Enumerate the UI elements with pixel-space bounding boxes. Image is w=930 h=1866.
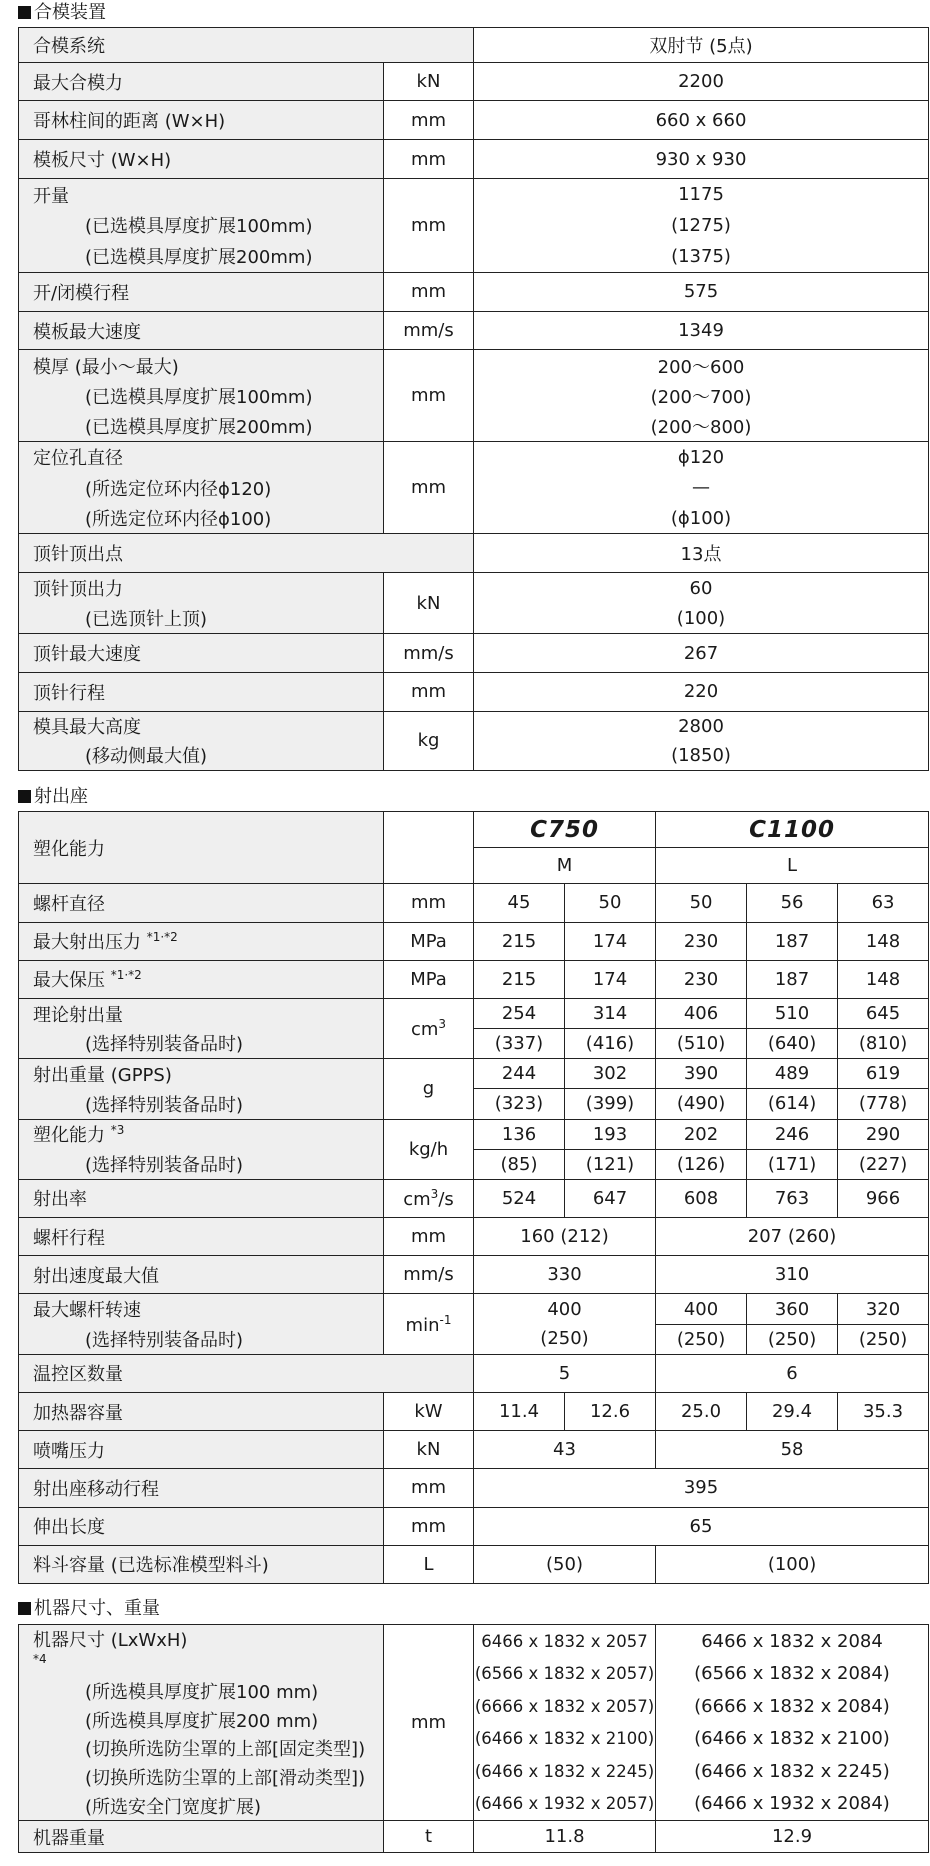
row-label-group: 开量 (已选模具厚度扩展100mm) (已选模具厚度扩展200mm) [19, 179, 384, 273]
cell: (510) [656, 1029, 747, 1059]
table-row [19, 1149, 929, 1179]
row-unit: t [384, 1821, 474, 1853]
row-unit: mm [384, 1507, 474, 1545]
cell: 136 [474, 1119, 565, 1149]
row-label: 合模系统 [19, 28, 474, 63]
cell: 65 [474, 1507, 929, 1545]
row-unit: $cm^3$ [384, 998, 474, 1058]
row-unit: mm [384, 672, 474, 711]
table-row [19, 311, 929, 350]
table-row [19, 350, 929, 442]
cell: 63 [838, 884, 929, 922]
cell: 302 [565, 1059, 656, 1089]
row-value: 220 [474, 672, 929, 711]
table-row [19, 1431, 929, 1469]
row-label: 最大射出压力 $^{*1\cdot*2}$ [19, 922, 384, 960]
cell: 244 [474, 1059, 565, 1089]
row-value: 13点 [474, 534, 929, 573]
row-unit: mm [384, 1218, 474, 1256]
table-row [19, 1256, 929, 1294]
row-unit: $\min^{-1}$ [384, 1294, 474, 1354]
cell: 330 [474, 1256, 656, 1294]
table-row [19, 1089, 929, 1119]
square-bullet-icon [18, 790, 31, 803]
cell: 174 [565, 922, 656, 960]
cell: 193 [565, 1119, 656, 1149]
machine-section-title: 机器尺寸、重量 [18, 1598, 160, 1620]
table-row [19, 711, 929, 770]
row-label: 开/闭模行程 [19, 272, 384, 311]
cell: 56 [747, 884, 838, 922]
injection-section-title: 射出座 [18, 786, 88, 808]
clamp-section-title: 合模装置 [18, 2, 106, 24]
cell: (85) [474, 1149, 565, 1179]
cell: 400 [474, 1294, 656, 1324]
cell: 58 [656, 1431, 929, 1469]
table-row [19, 812, 929, 848]
cell: (810) [838, 1029, 929, 1059]
cell: (250) [656, 1324, 747, 1354]
cell: 45 [474, 884, 565, 922]
cell: 510 [747, 998, 838, 1028]
table-row [19, 1218, 929, 1256]
row-value: 660 x 660 [474, 101, 929, 140]
row-label: 射出速度最大值 [19, 1256, 384, 1294]
table-row [19, 28, 929, 63]
cell: (337) [474, 1029, 565, 1059]
row-label-group: 顶针顶出力 (已选顶针上顶) [19, 572, 384, 633]
cell: 314 [565, 998, 656, 1028]
row-label-group: 定位孔直径 (所选定位环内径ϕ120) (所选定位环内径ϕ100) [19, 442, 384, 534]
cell: 406 [656, 998, 747, 1028]
row-unit: mm/s [384, 634, 474, 673]
row-unit: mm [384, 272, 474, 311]
table-row [19, 1625, 929, 1821]
table-row [19, 1294, 929, 1324]
table-row [19, 1119, 929, 1149]
model-header-c750: C750 [474, 812, 656, 848]
table-row [19, 1354, 929, 1392]
table-row [19, 442, 929, 534]
cell: 647 [565, 1179, 656, 1217]
row-unit: $cm^3/s$ [384, 1179, 474, 1217]
cell: 207 (260) [656, 1218, 929, 1256]
cell: (416) [565, 1029, 656, 1059]
cell: 43 [474, 1431, 656, 1469]
cell: 12.9 [656, 1821, 929, 1853]
row-unit: kW [384, 1392, 474, 1430]
row-label: 料斗容量 (已选标准模型料斗) [19, 1545, 384, 1583]
cell: (227) [838, 1149, 929, 1179]
row-unit: mm [384, 140, 474, 179]
row-label: 伸出长度 [19, 1507, 384, 1545]
table-row [19, 272, 929, 311]
row-unit: mm [384, 1469, 474, 1507]
table-row [19, 960, 929, 998]
row-unit: MPa [384, 922, 474, 960]
row-unit: kN [384, 62, 474, 101]
row-unit: kN [384, 572, 474, 633]
table-row [19, 1059, 929, 1089]
table-row [19, 534, 929, 573]
cell: (490) [656, 1089, 747, 1119]
cell: 230 [656, 922, 747, 960]
cell: 215 [474, 960, 565, 998]
row-value: 1349 [474, 311, 929, 350]
model-header-c1100: C1100 [656, 812, 929, 848]
row-label: 模板尺寸 (W×H) [19, 140, 384, 179]
cell: 246 [747, 1119, 838, 1149]
cell: 395 [474, 1469, 929, 1507]
row-value: 575 [474, 272, 929, 311]
cell: 50 [565, 884, 656, 922]
injection-table [18, 811, 929, 1584]
row-label: 机器重量 [19, 1821, 384, 1853]
row-unit: L [384, 1545, 474, 1583]
cell: (100) [656, 1545, 929, 1583]
row-label: 哥林柱间的距离 (W×H) [19, 101, 384, 140]
table-row [19, 179, 929, 273]
size-header-m: M [474, 848, 656, 884]
cell: 290 [838, 1119, 929, 1149]
cell: (250) [747, 1324, 838, 1354]
cell: 50 [656, 884, 747, 922]
table-row [19, 1029, 929, 1059]
cell: 400 [656, 1294, 747, 1324]
row-sublabel: (选择特别装备品时) [19, 1324, 384, 1354]
row-label: 顶针顶出点 [19, 534, 474, 573]
dim-c750-cells: 6466 x 1832 x 2057 (6566 x 1832 x 2057) (6666 x 1832 x 2057) (6466 x 1832 x 2100) (6466 x 1832 x 2245) (6466 x 1932 x 2057) [474, 1625, 656, 1821]
row-sublabel: (选择特别装备品时) [19, 1029, 384, 1059]
row-label: 射出率 [19, 1179, 384, 1217]
cell: (250) [474, 1324, 656, 1354]
cell: 390 [656, 1059, 747, 1089]
cell: (323) [474, 1089, 565, 1119]
row-unit: mm [384, 1625, 474, 1821]
table-row [19, 1821, 929, 1853]
table-row [19, 1392, 929, 1430]
row-label: 最大螺杆转速 [19, 1294, 384, 1324]
cell: 320 [838, 1294, 929, 1324]
header-unit-blank [384, 812, 474, 884]
row-label: 顶针行程 [19, 672, 384, 711]
row-value: 双肘节 (5点) [474, 28, 929, 63]
row-unit: mm/s [384, 1256, 474, 1294]
dim-c1100-cells: 6466 x 1832 x 2084 (6566 x 1832 x 2084) (6666 x 1832 x 2084) (6466 x 1832 x 2100) (6466 x 1832 x 2245) (6466 x 1932 x 2084) [656, 1625, 929, 1821]
cell: 148 [838, 960, 929, 998]
row-value-group: 2800 (1850) [474, 711, 929, 770]
row-label: 模板最大速度 [19, 311, 384, 350]
square-bullet-icon [18, 1602, 31, 1615]
row-label: 顶针最大速度 [19, 634, 384, 673]
cell: 35.3 [838, 1392, 929, 1430]
cell: 254 [474, 998, 565, 1028]
table-row [19, 1507, 929, 1545]
row-label: 螺杆直径 [19, 884, 384, 922]
cell: 230 [656, 960, 747, 998]
cell: 763 [747, 1179, 838, 1217]
row-value: 2200 [474, 62, 929, 101]
cell: 608 [656, 1179, 747, 1217]
cell: 360 [747, 1294, 838, 1324]
cell: 148 [838, 922, 929, 960]
table-row [19, 62, 929, 101]
row-unit: mm [384, 101, 474, 140]
cell: 310 [656, 1256, 929, 1294]
cell: 524 [474, 1179, 565, 1217]
row-label-group: 机器尺寸 (LxWxH) $^{*4}$ (所选模具厚度扩展100 mm) (所选模具厚度扩展200 mm) (切换所选防尘罩的上部[固定类型]) (切换所选防尘罩的上部[滑动类型]) (所选安全门宽度扩展) [19, 1625, 384, 1821]
size-header-l: L [656, 848, 929, 884]
row-value: 930 x 930 [474, 140, 929, 179]
cell: 645 [838, 998, 929, 1028]
table-row [19, 140, 929, 179]
table-row [19, 1469, 929, 1507]
row-label: 最大合模力 [19, 62, 384, 101]
row-label: 理论射出量 [19, 998, 384, 1028]
table-row [19, 1324, 929, 1354]
cell: 11.4 [474, 1392, 565, 1430]
cell: 187 [747, 922, 838, 960]
cell: 12.6 [565, 1392, 656, 1430]
cell: (126) [656, 1149, 747, 1179]
machine-table [18, 1624, 929, 1853]
table-row [19, 884, 929, 922]
row-value-group: 1175 (1275) (1375) [474, 179, 929, 273]
square-bullet-icon [18, 6, 31, 19]
row-label: 最大保压 $^{*1\cdot*2}$ [19, 960, 384, 998]
row-label: 射出重量 (GPPS) [19, 1059, 384, 1089]
row-unit: mm [384, 179, 474, 273]
row-label: 射出座移动行程 [19, 1469, 384, 1507]
cell: (121) [565, 1149, 656, 1179]
cell: 489 [747, 1059, 838, 1089]
table-row [19, 672, 929, 711]
row-sublabel: (选择特别装备品时) [19, 1089, 384, 1119]
row-value-group: ϕ120 — (ϕ100) [474, 442, 929, 534]
cell: 160 (212) [474, 1218, 656, 1256]
cell: 11.8 [474, 1821, 656, 1853]
row-value: 267 [474, 634, 929, 673]
row-unit: MPa [384, 960, 474, 998]
cell: (614) [747, 1089, 838, 1119]
row-unit: mm/s [384, 311, 474, 350]
cell: 202 [656, 1119, 747, 1149]
cell: (50) [474, 1545, 656, 1583]
header-label: 塑化能力 [19, 812, 384, 884]
cell: (640) [747, 1029, 838, 1059]
cell: 29.4 [747, 1392, 838, 1430]
cell: 966 [838, 1179, 929, 1217]
row-label-group: 模具最大高度 (移动侧最大值) [19, 711, 384, 770]
table-row [19, 634, 929, 673]
row-label: 喷嘴压力 [19, 1431, 384, 1469]
row-unit: kg [384, 711, 474, 770]
cell: 5 [474, 1354, 656, 1392]
row-label-group: 模厚 (最小～最大) (已选模具厚度扩展100mm) (已选模具厚度扩展200mm) [19, 350, 384, 442]
row-label: 塑化能力 $^{*3}$ [19, 1119, 384, 1149]
table-row [19, 101, 929, 140]
row-unit: g [384, 1059, 474, 1119]
cell: (250) [838, 1324, 929, 1354]
row-value-group: 200～600 (200～700) (200～800) [474, 350, 929, 442]
table-row [19, 998, 929, 1028]
row-unit: mm [384, 442, 474, 534]
cell: 174 [565, 960, 656, 998]
cell: 6 [656, 1354, 929, 1392]
cell: (778) [838, 1089, 929, 1119]
table-row [19, 572, 929, 633]
row-label: 温控区数量 [19, 1354, 474, 1392]
row-label: 螺杆行程 [19, 1218, 384, 1256]
row-unit: kg/h [384, 1119, 474, 1179]
cell: 187 [747, 960, 838, 998]
cell: 25.0 [656, 1392, 747, 1430]
row-value-group: 60 (100) [474, 572, 929, 633]
cell: (399) [565, 1089, 656, 1119]
clamp-table [18, 27, 929, 771]
row-unit: kN [384, 1431, 474, 1469]
table-row [19, 1179, 929, 1217]
row-unit: mm [384, 884, 474, 922]
row-unit: mm [384, 350, 474, 442]
row-label: 加热器容量 [19, 1392, 384, 1430]
row-sublabel: (选择特别装备品时) [19, 1149, 384, 1179]
table-row [19, 1545, 929, 1583]
table-row [19, 922, 929, 960]
cell: (171) [747, 1149, 838, 1179]
cell: 619 [838, 1059, 929, 1089]
cell: 215 [474, 922, 565, 960]
